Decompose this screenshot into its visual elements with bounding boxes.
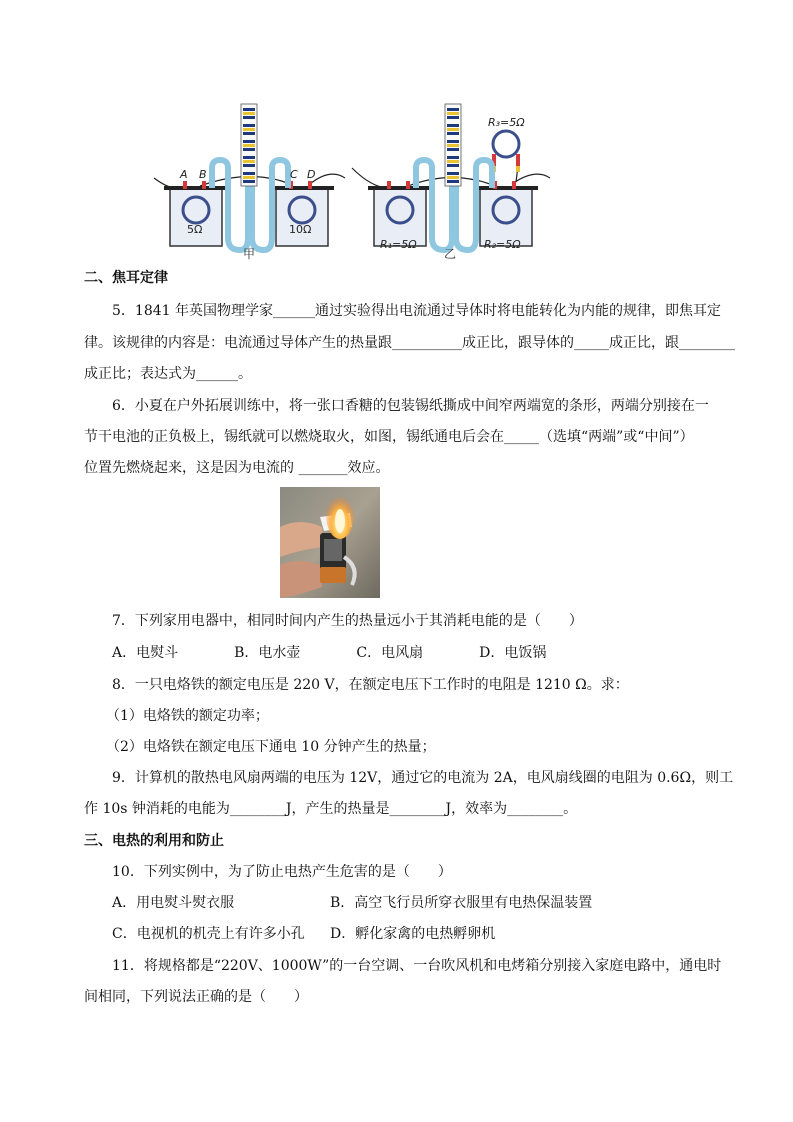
section-heading-joule-law: 二、焦耳定律 [84,270,168,286]
option-b: B．电水壶 [234,645,301,661]
question-9-line-2: 作 10s 钟消耗的电能为________J，产生的热量是________J，效率为________。 [84,801,578,817]
resistor-r3 [493,131,519,157]
question-5-line-3: 成正比；表达式为______。 [84,366,252,382]
question-10-option-b: B．高空飞行员所穿衣服里有电热保温装置 [330,895,593,911]
question-10-option-d: D．孵化家禽的电热孵卵机 [330,926,496,942]
label-c: C [290,168,298,181]
section-heading-heat-use: 三、电热的利用和防止 [84,833,224,849]
question-6-line-2: 节干电池的正负极上，锡纸就可以燃烧取火，如图，锡纸通电后会在_____（选填“两端”或“中间”） [84,429,694,445]
question-8-stem: 8．一只电烙铁的额定电压是 220 V，在额定电压下工作时的电阻是 1210 Ω。求： [112,677,629,693]
resistor-r2-label: R₂=5Ω [484,238,521,251]
resistor-left-label: 5Ω [187,223,203,236]
question-6-line-3: 位置先燃烧起来，这是因为电流的 _______效应。 [84,460,390,476]
option-d: D．电饭锅 [479,645,547,661]
label-d: D [307,168,316,181]
question-10-option-a: A．用电熨斗熨衣服 [112,895,235,911]
caption-yi: 乙 [444,247,457,261]
resistor-right-label: 10Ω [289,223,312,236]
label-a: A [180,168,188,181]
option-a: A．电熨斗 [112,645,179,661]
apparatus-jia [154,104,345,261]
option-c: C．电风扇 [356,645,424,661]
question-5-line-1: 5．1841 年英国物理学家______通过实验得出电流通过导体时将电能转化为内能的规律，即焦耳定 [112,303,721,319]
caption-jia: 甲 [243,247,256,261]
question-10-stem: 10．下列实例中，为了防止电热产生危害的是（ ） [112,864,452,880]
resistor-r1-label: R₁=5Ω [380,238,417,251]
question-8-part-2: （2）电烙铁在额定电压下通电 10 分钟产生的热量； [106,739,436,755]
question-11-line-1: 11．将规格都是“220V、1000W”的一台空调、一台吹风机和电烤箱分别接入家庭电路中，通电时 [112,958,722,974]
joule-experiment-figure [140,98,560,266]
question-9-line-1: 9．计算机的散热电风扇两端的电压为 12V，通过它的电流为 2A，电风扇线圈的电阻为 0.6Ω，则工 [112,770,734,786]
apparatus-yi [352,104,550,261]
question-11-line-2: 间相同，下列说法正确的是（ ） [84,989,308,1005]
question-7-stem: 7．下列家用电器中，相同时间内产生的热量远小于其消耗电能的是（ ） [112,613,583,629]
question-6-line-1: 6．小夏在户外拓展训练中，将一张口香糖的包装锡纸撕成中间窄两端宽的条形，两端分别接在一 [112,398,709,414]
question-7-options [84,643,546,663]
burning-foil-battery-photo [280,487,380,598]
question-5-line-2: 律。该规律的内容是：电流通过导体产生的热量跟__________成正比，跟导体的_____成正比，跟________ [84,335,735,351]
question-10-option-c: C．电视机的机壳上有许多小孔 [112,926,305,942]
label-b: B [199,168,207,181]
question-8-part-1: （1）电烙铁的额定功率； [106,708,269,724]
resistor-r3-label: R₃=5Ω [488,116,525,129]
